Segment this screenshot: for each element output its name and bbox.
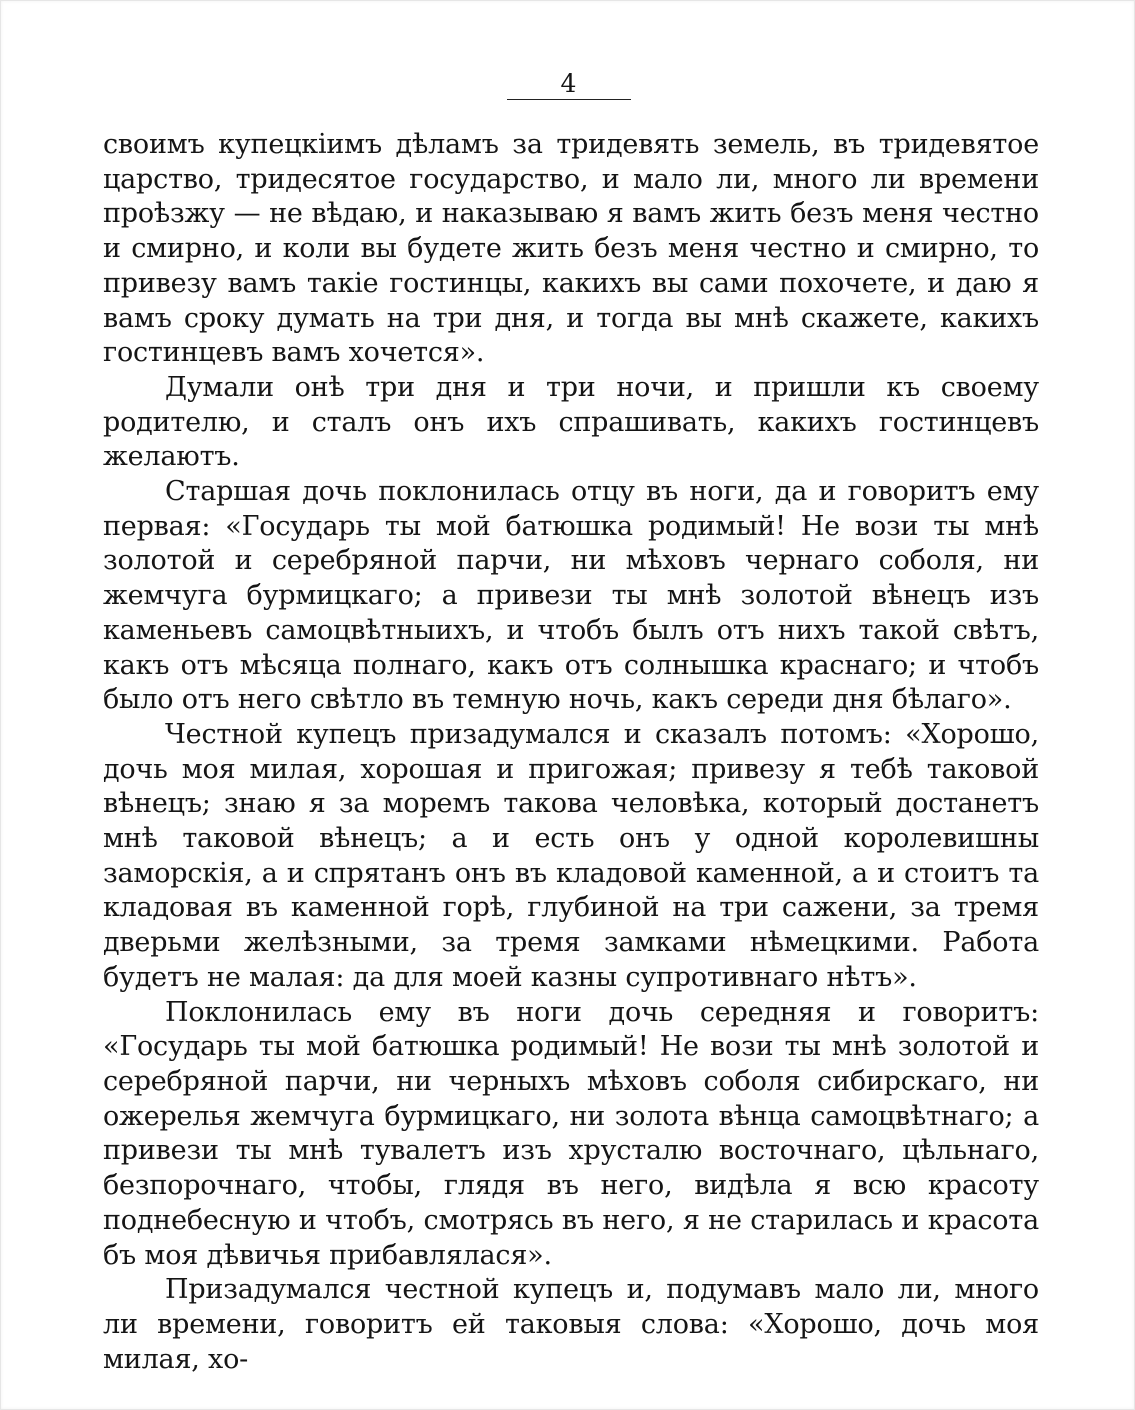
- paragraph-6: Призадумался честной купецъ и, подумавъ мало ли, много ли времени, говоритъ ей таковыя слова: «Хорошо, дочь моя милая, хо-: [103, 1274, 1039, 1375]
- page-number: 4: [560, 69, 577, 98]
- header-rule: [507, 99, 631, 100]
- paragraph-5: Поклонилась ему въ ноги дочь середняя и говоритъ: «Государь ты мой батюшка родимый! Не вози ты мнѣ золотой и серебряной парчи, ни черныхъ мѣховъ соболя сибирскаго, ни ожерелья жемчуга бурмицкаго, ни золота вѣнца самоцвѣтнаго; а привези ты мнѣ тувалетъ изъ хрусталю восточнаго, цѣльнаго, безпорочнаго, чтобы, глядя въ него, видѣла я всю красоту поднебесную и чтобъ, смотрясь въ него, я не старилась и красота бъ моя дѣвичья прибавлялася».: [103, 996, 1039, 1271]
- paragraph-3: Старшая дочь поклонилась отцу въ ноги, да и говоритъ ему первая: «Государь ты мой батюшка родимый! Не вози ты мнѣ золотой и серебряной парчи, ни мѣховъ чернаго соболя, ни жемчуга бурмицкаго; а привези ты мнѣ золотой вѣнецъ изъ каменьевъ самоцвѣтныихъ, и чтобъ былъ отъ нихъ такой свѣтъ, какъ отъ мѣсяца полнаго, какъ отъ солнышка краснаго; и чтобъ было отъ него свѣтло въ темную ночь, какъ середи дня бѣлаго».: [103, 476, 1039, 716]
- paragraph-1: своимъ купецкiимъ дѣламъ за тридевять земель, въ тридевятое царство, тридесятое государство, и мало ли, много ли времени проѣзжу — не вѣдаю, и наказываю я вамъ жить безъ меня честно и смирно, и коли вы будете жить безъ меня честно и смирно, то привезу вамъ такiе гостинцы, какихъ вы сами похочете, и даю я вамъ сроку думать на три дня, и тогда вы мнѣ скажете, какихъ гостинцевъ вамъ хочется».: [103, 129, 1039, 369]
- paragraph-2: Думали онѣ три дня и три ночи, и пришли къ своему родителю, и сталъ онъ ихъ спрашивать, какихъ гостинцевъ желаютъ.: [103, 371, 1039, 473]
- body-text: [103, 128, 1039, 1377]
- paragraph-4: Честной купецъ призадумался и сказалъ потомъ: «Хорошо, дочь моя милая, хорошая и пригожая; привезу я тебѣ таковой вѣнецъ; знаю я за моремъ такова человѣка, который достанетъ мнѣ таковой вѣнецъ; а и есть онъ у одной королевишны заморскiя, а и спрятанъ онъ въ кладовой каменной, а и стоитъ та кладовая въ каменной горѣ, глубиной на три сажени, за тремя дверьми желѣзными, за тремя замками нѣмецкими. Работа будетъ не малая: да для моей казны супротивнаго нѣтъ».: [103, 718, 1039, 993]
